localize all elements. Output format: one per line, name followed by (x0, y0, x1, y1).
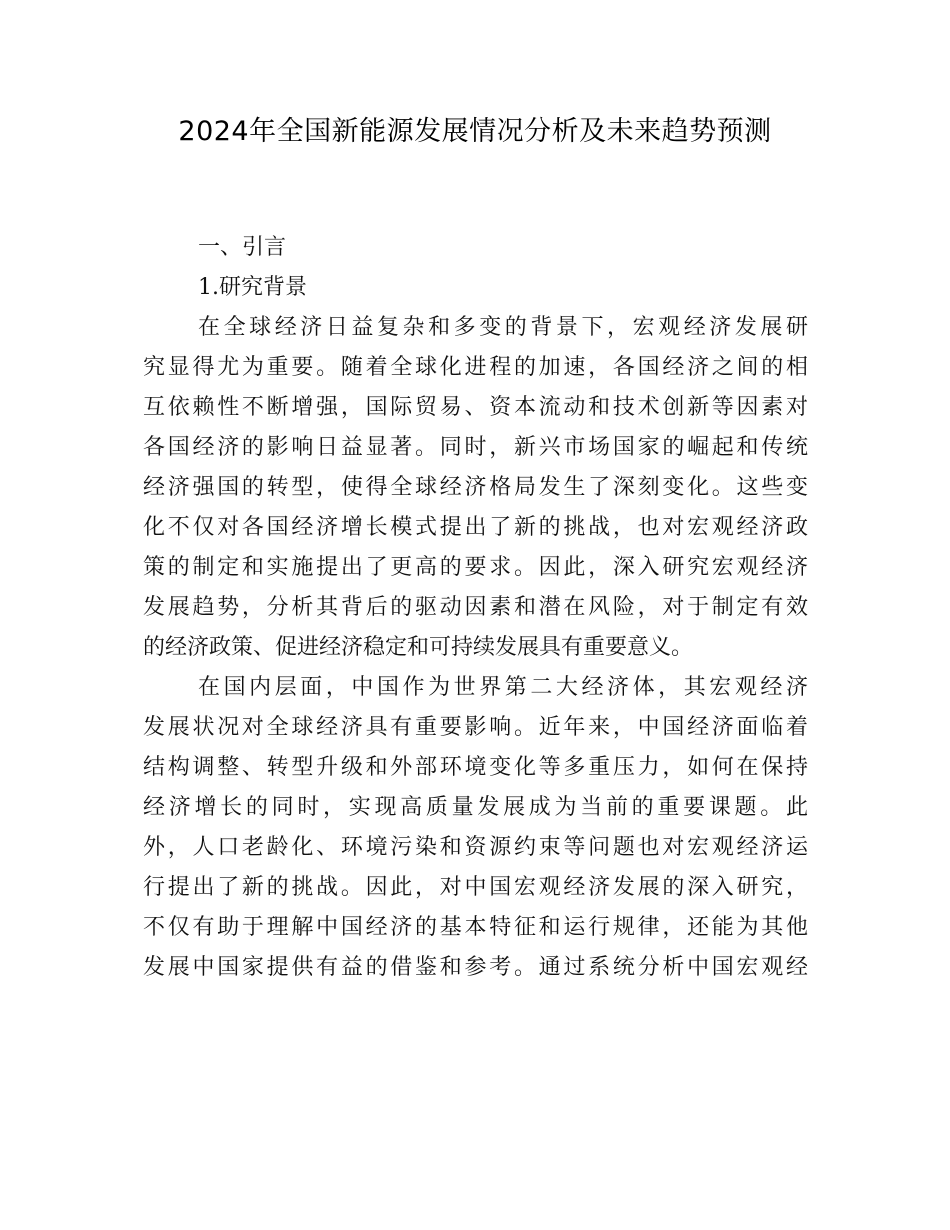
paragraph-line: 发展中国家提供有益的借鉴和参考。通过系统分析中国宏观经 (143, 955, 808, 980)
paragraph-line: 发展状况对全球经济具有重要影响。近年来，中国经济面临着 (143, 715, 808, 740)
paragraph-line: 经济强国的转型，使得全球经济格局发生了深刻变化。这些变 (143, 475, 808, 500)
paragraph-1 (143, 308, 808, 668)
paragraph-line: 外，人口老龄化、环境污染和资源约束等问题也对宏观经济运 (143, 835, 808, 860)
paragraph-line: 策的制定和实施提出了更高的要求。因此，深入研究宏观经济 (143, 555, 808, 580)
paragraph-line: 经济增长的同时，实现高质量发展成为当前的重要课题。此 (143, 795, 808, 820)
paragraph-line: 各国经济的影响日益显著。同时，新兴市场国家的崛起和传统 (143, 435, 808, 460)
paragraph-line: 结构调整、转型升级和外部环境变化等多重压力，如何在保持 (143, 755, 808, 780)
document-body (143, 228, 808, 988)
paragraph-line: 行提出了新的挑战。因此，对中国宏观经济发展的深入研究， (143, 875, 808, 900)
paragraph-line: 化不仅对各国经济增长模式提出了新的挑战，也对宏观经济政 (143, 515, 808, 540)
paragraph-line: 在全球经济日益复杂和多变的背景下，宏观经济发展研 (198, 315, 808, 340)
subsection-heading: 1.研究背景 (198, 275, 307, 300)
paragraph-line: 发展趋势，分析其背后的驱动因素和潜在风险，对于制定有效 (143, 595, 808, 620)
paragraph-line: 究显得尤为重要。随着全球化进程的加速，各国经济之间的相 (143, 355, 808, 380)
paragraph-line: 的经济政策、促进经济稳定和可持续发展具有重要意义。 (143, 635, 694, 660)
document-title: 2024年全国新能源发展情况分析及未来趋势预测 (178, 116, 772, 147)
section-heading: 一、引言 (198, 235, 287, 260)
paragraph-line: 互依赖性不断增强，国际贸易、资本流动和技术创新等因素对 (143, 395, 808, 420)
paragraph-2 (143, 668, 808, 988)
paragraph-line: 不仅有助于理解中国经济的基本特征和运行规律，还能为其他 (143, 915, 808, 940)
paragraph-line: 在国内层面，中国作为世界第二大经济体，其宏观经济 (198, 675, 808, 700)
